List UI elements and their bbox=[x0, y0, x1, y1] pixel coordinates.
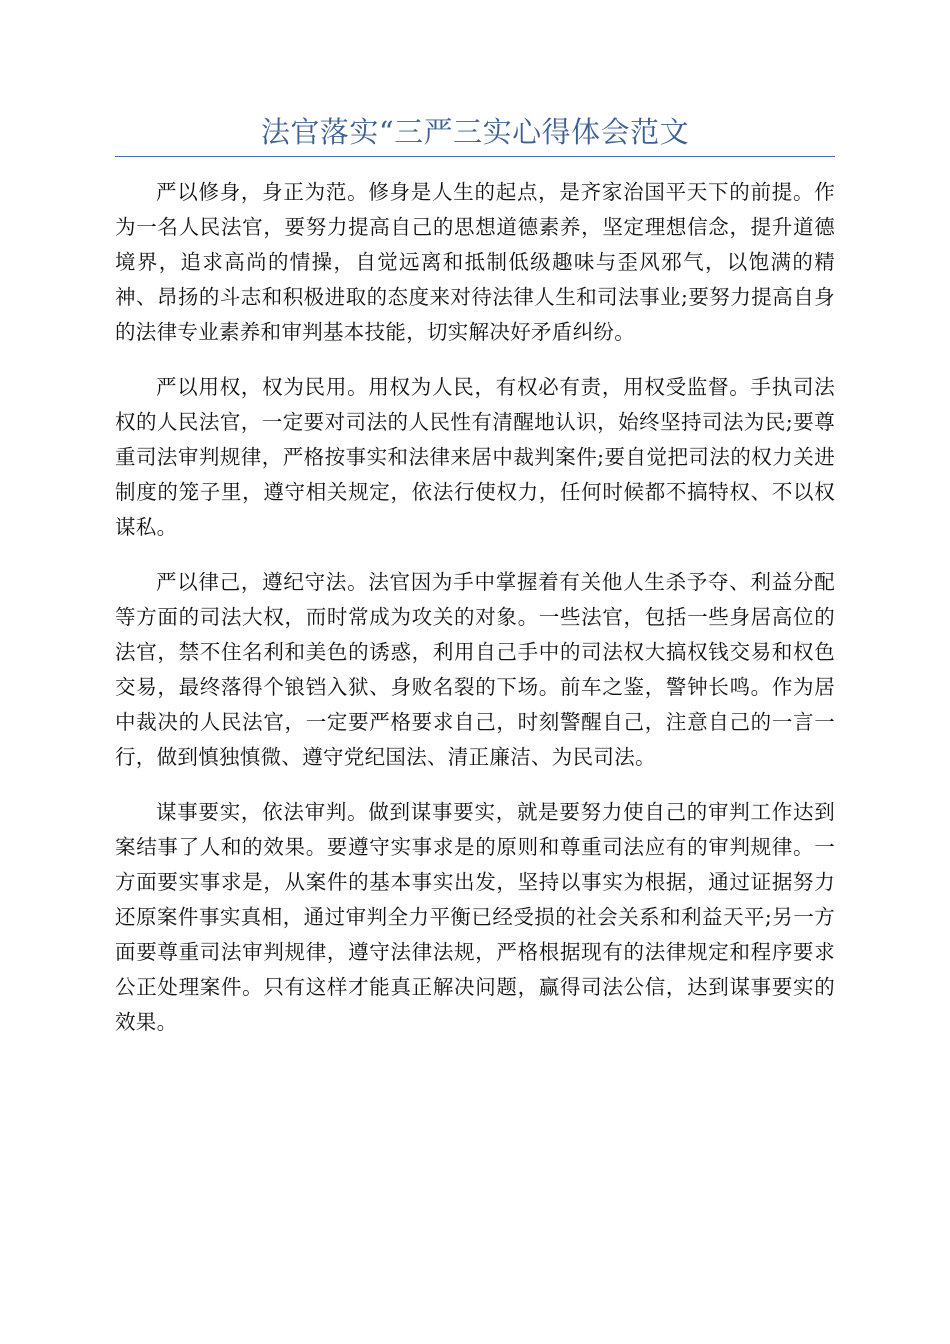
paragraph-2: 严以用权，权为民用。用权为人民，有权必有责，用权受监督。手执司法权的人民法官，一定要对司法的人民性有清醒地认识，始终坚持司法为民;要尊重司法审判规律，严格按事实和法律来居中裁判案件;要自觉把司法的权力关进制度的笼子里，遵守相关规定，依法行使权力，任何时候都不搞特权、不以权谋私。 bbox=[115, 375, 835, 539]
document-body bbox=[115, 175, 835, 1060]
title-block bbox=[115, 108, 835, 157]
paragraph-1: 严以修身，身正为范。修身是人生的起点，是齐家治国平天下的前提。作为一名人民法官，要努力提高自己的思想道德素养，坚定理想信念，提升道德境界，追求高尚的情操，自觉远离和抵制低级趣味与歪风邪气，以饱满的精神、昂扬的斗志和积极进取的态度来对待法律人生和司法事业;要努力提高自身的法律专业素养和审判基本技能，切实解决好矛盾纠纷。 bbox=[115, 180, 835, 344]
paragraph-3: 严以律己，遵纪守法。法官因为手中掌握着有关他人生杀予夺、利益分配等方面的司法大权，而时常成为攻关的对象。一些法官，包括一些身居高位的法官，禁不住名利和美色的诱惑，利用自己手中的司法权大搞权钱交易和权色交易，最终落得个锒铛入狱、身败名裂的下场。前车之鉴，警钟长鸣。作为居中裁决的人民法官，一定要严格要求自己，时刻警醒自己，注意自己的一言一行，做到慎独慎微、遵守党纪国法、清正廉洁、为民司法。 bbox=[115, 570, 835, 769]
paragraph-4: 谋事要实，依法审判。做到谋事要实，就是要努力使自己的审判工作达到案结事了人和的效果。要遵守实事求是的原则和尊重司法应有的审判规律。一方面要实事求是，从案件的基本事实出发，坚持以事实为根据，通过证据努力还原案件事实真相，通过审判全力平衡已经受损的社会关系和利益天平;另一方面要尊重司法审判规律，遵守法律法规，严格根据现有的法律规定和程序要求公正处理案件。只有这样才能真正解决问题，赢得司法公信，达到谋事要实的效果。 bbox=[115, 800, 835, 1034]
page-title: 法官落实“三严三实心得体会范文 bbox=[260, 115, 690, 149]
